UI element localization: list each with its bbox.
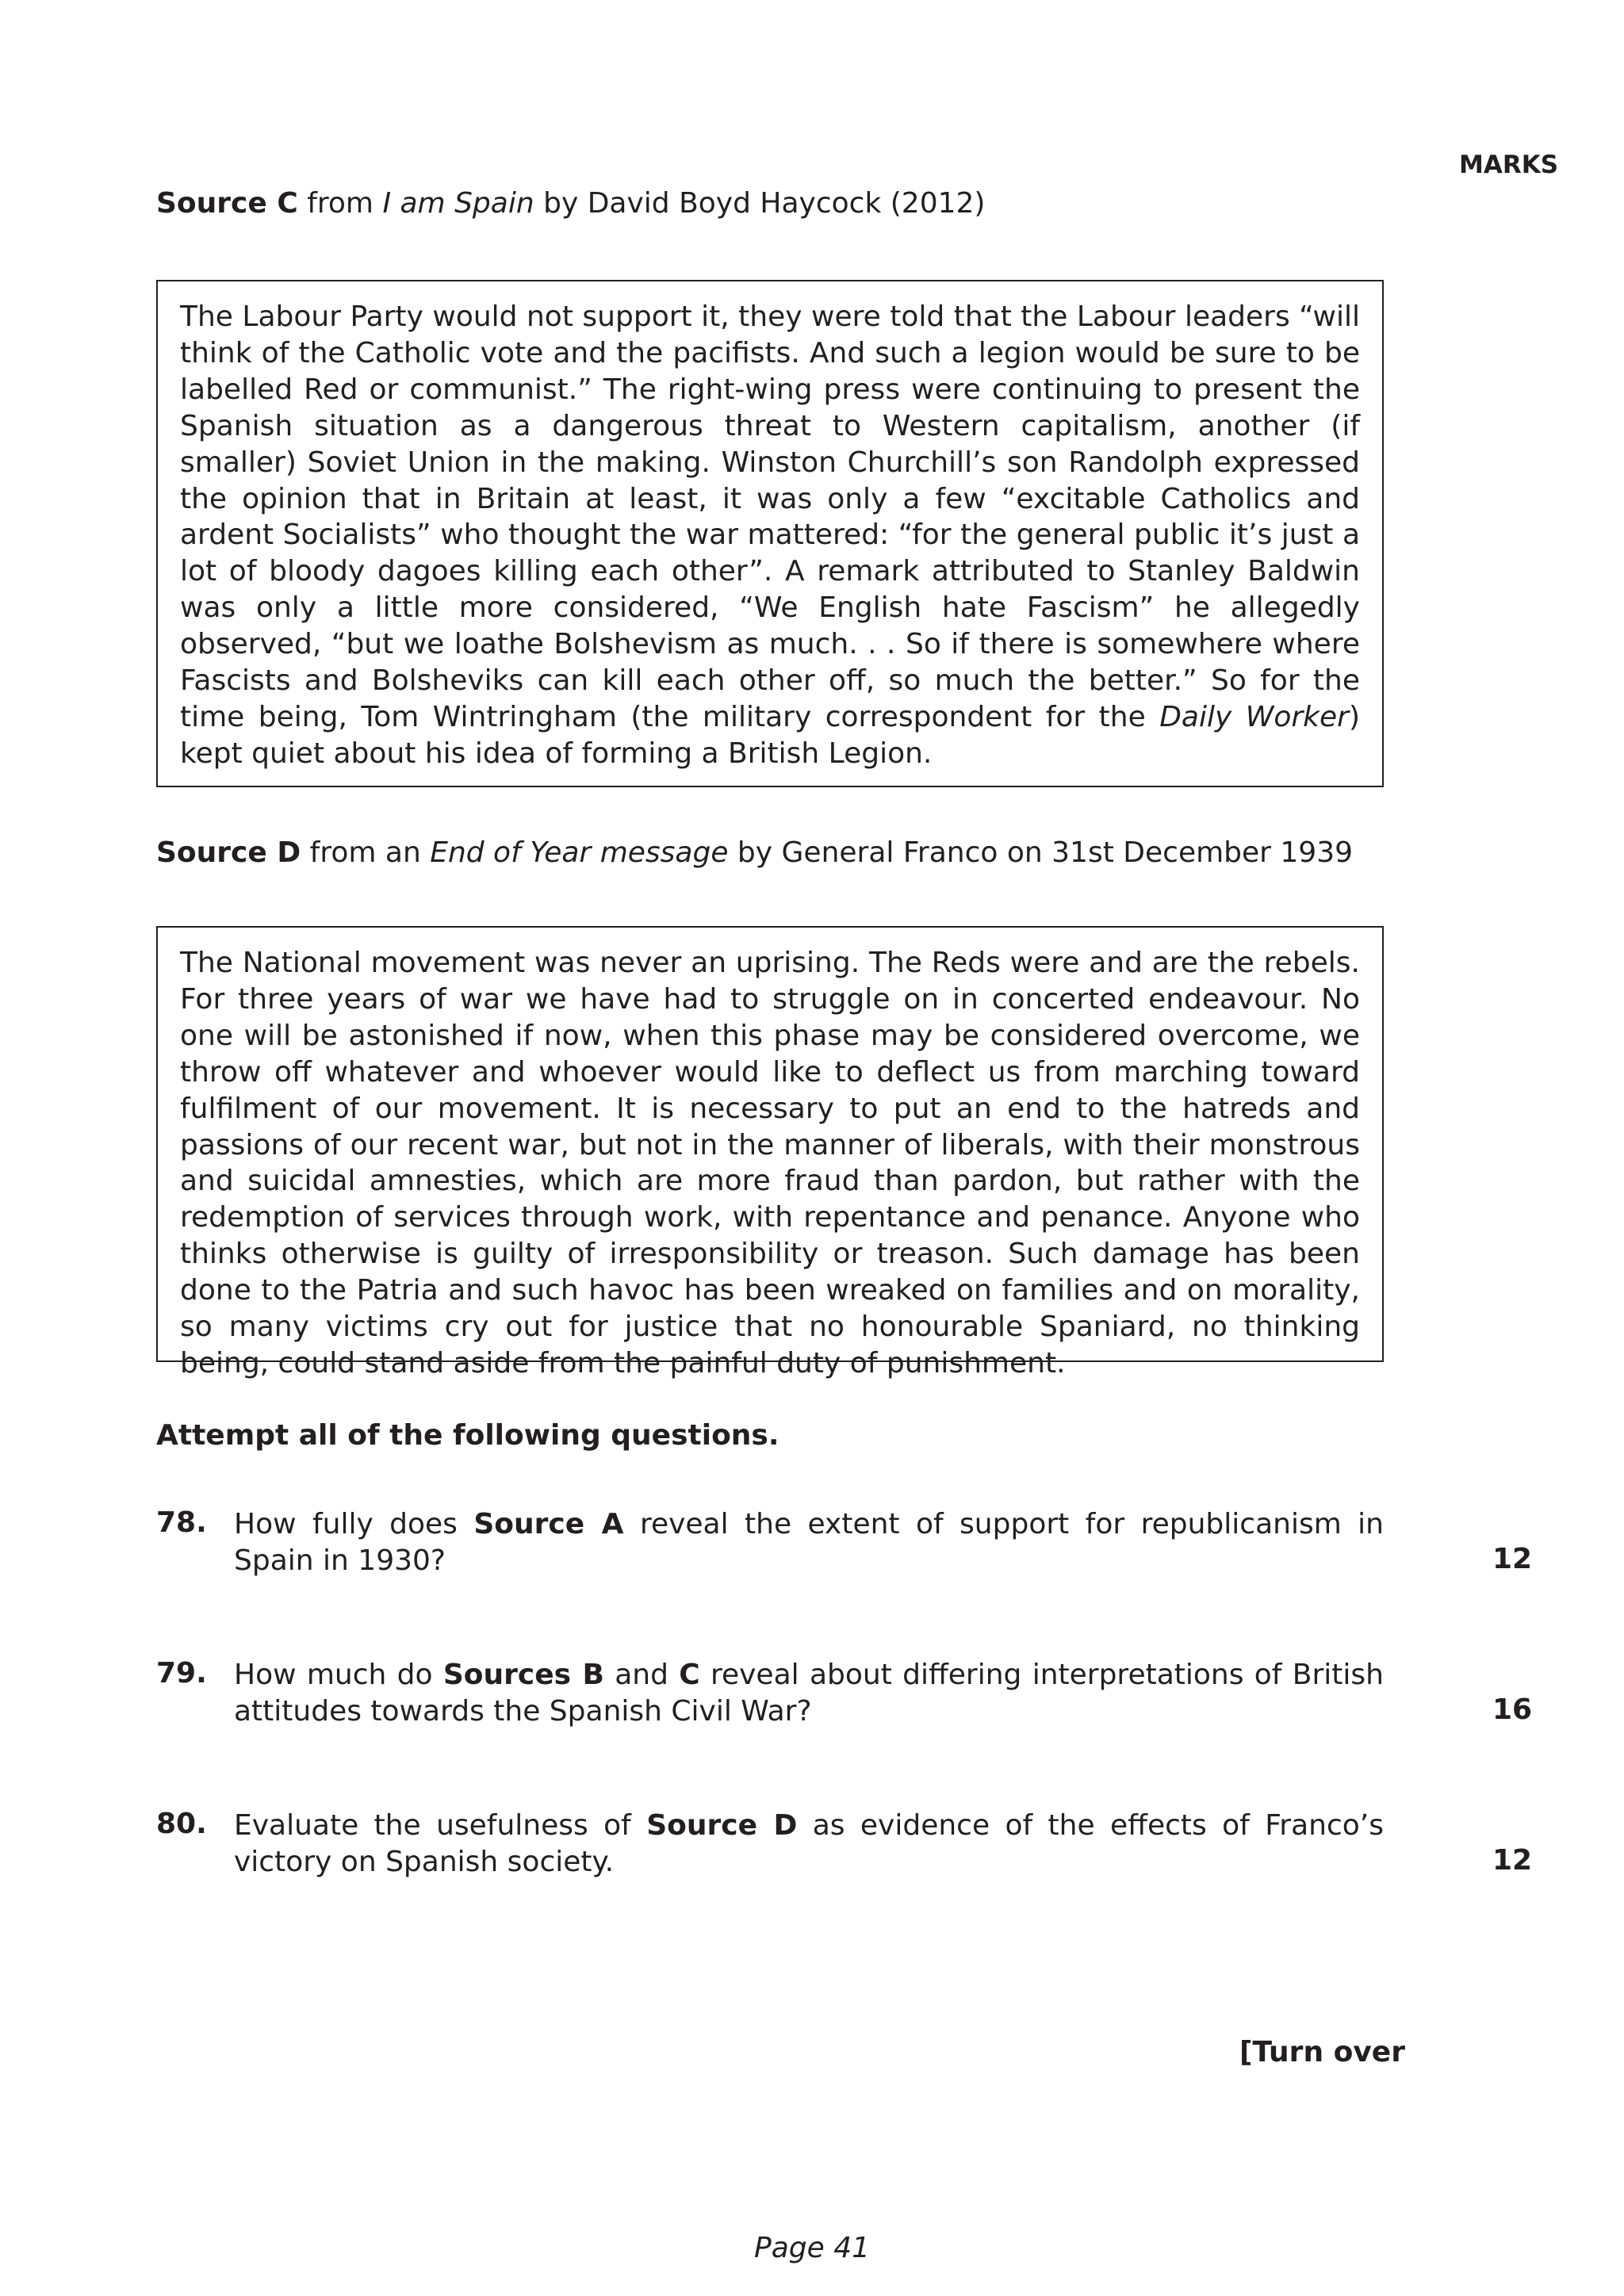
question-number: 79. (156, 1657, 207, 1689)
source-d-box (156, 926, 1384, 1380)
source-d-label: Source D (156, 836, 301, 869)
source-d-work-title: End of Year message (430, 836, 729, 869)
question-78-marks: 12 (1492, 1543, 1533, 1575)
page-number: Page 41 (753, 2232, 871, 2264)
question-text: How fully does Source A reveal the extent of support for republicanism in Spain in 1930? (234, 1508, 1384, 1577)
marks-column-header: MARKS (1459, 151, 1559, 179)
question-number: 78. (156, 1506, 207, 1539)
source-c-text-italic: Daily Worker (1159, 700, 1349, 733)
question-text: How much do Sources B and C reveal about differing interpretations of British attitudes towards the Spanish Civil War? (234, 1659, 1384, 1728)
source-c-box (156, 280, 1384, 787)
source-c-work-title: I am Spain (382, 187, 534, 220)
question-80-marks: 12 (1492, 1844, 1533, 1877)
question-number: 80. (156, 1808, 207, 1840)
source-c-heading (156, 187, 985, 220)
question-text: Evaluate the usefulness of Source D as evidence of the effects of Franco’s victory on Spanish society. (234, 1809, 1384, 1878)
source-c-text-part-1: The Labour Party would not support it, they were told that the Labour leaders “will think of the Catholic vote and the pacifists. And such a legion would be sure to be labelled Red or communist.” The right-wing press were continuing to present the Spanish situation as a dangerous threat to Western capitalism, another (if smaller) Soviet Union in the making. Winston Churchill’s son Randolph expressed the opinion that in Britain at least, it was only a few “excitable Catholics and ardent Socialists” who thought the war mattered: “for the general public it’s just a lot of bloody dagoes killing each other”. A remark attributed to Stanley Baldwin was only a little more considered, “We English hate Fascism” he allegedly observed, “but we loathe Bolshevism as much. . . So if there is somewhere where Fascists and Bolsheviks can kill each other off, so much the better.” So for the time being, Tom Wintringham (the military correspondent for the (180, 300, 1360, 733)
source-c-attribution: by David Boyd Haycock (2012) (534, 187, 986, 220)
question-80 (156, 1808, 1385, 1887)
source-c-from: from (297, 187, 383, 220)
source-c-text-part-2: ) kept quiet about his idea of forming a British Legion. (180, 700, 1360, 770)
source-d-text: The National movement was never an uprising. The Reds were and are the rebels. For three years of war we have had to struggle on in concerted endeavour. No one will be astonished if now, when this phase may be considered overcome, we throw off whatever and whoever would like to deflect us from marching toward fulfilment of our movement. It is necessary to put an end to the hatreds and passions of our recent war, but not in the manner of liberals, with their monstrous and suicidal amnesties, which are more fraud than pardon, but rather with the redemption of services through work, with repentance and penance. Anyone who thinks otherwise is guilty of irresponsibility or treason. Such damage has been done to the Patria and such havoc has been wreaked on families and on morality, so many victims cry out for justice that no honourable Spaniard, no thinking being, could stand aside from the painful duty of punishment. (180, 947, 1360, 1380)
question-78 (156, 1506, 1385, 1586)
turn-over-note: [Turn over (1239, 2036, 1405, 2068)
source-d-from: from an (301, 836, 431, 869)
source-c-label: Source C (156, 187, 298, 220)
question-79-marks: 16 (1492, 1693, 1533, 1726)
source-d-heading (156, 836, 1353, 869)
source-d-attribution: by General Franco on 31st December 1939 (728, 836, 1354, 869)
question-79 (156, 1657, 1385, 1736)
source-c-text (180, 299, 1360, 772)
instruction: Attempt all of the following questions. (156, 1419, 779, 1452)
